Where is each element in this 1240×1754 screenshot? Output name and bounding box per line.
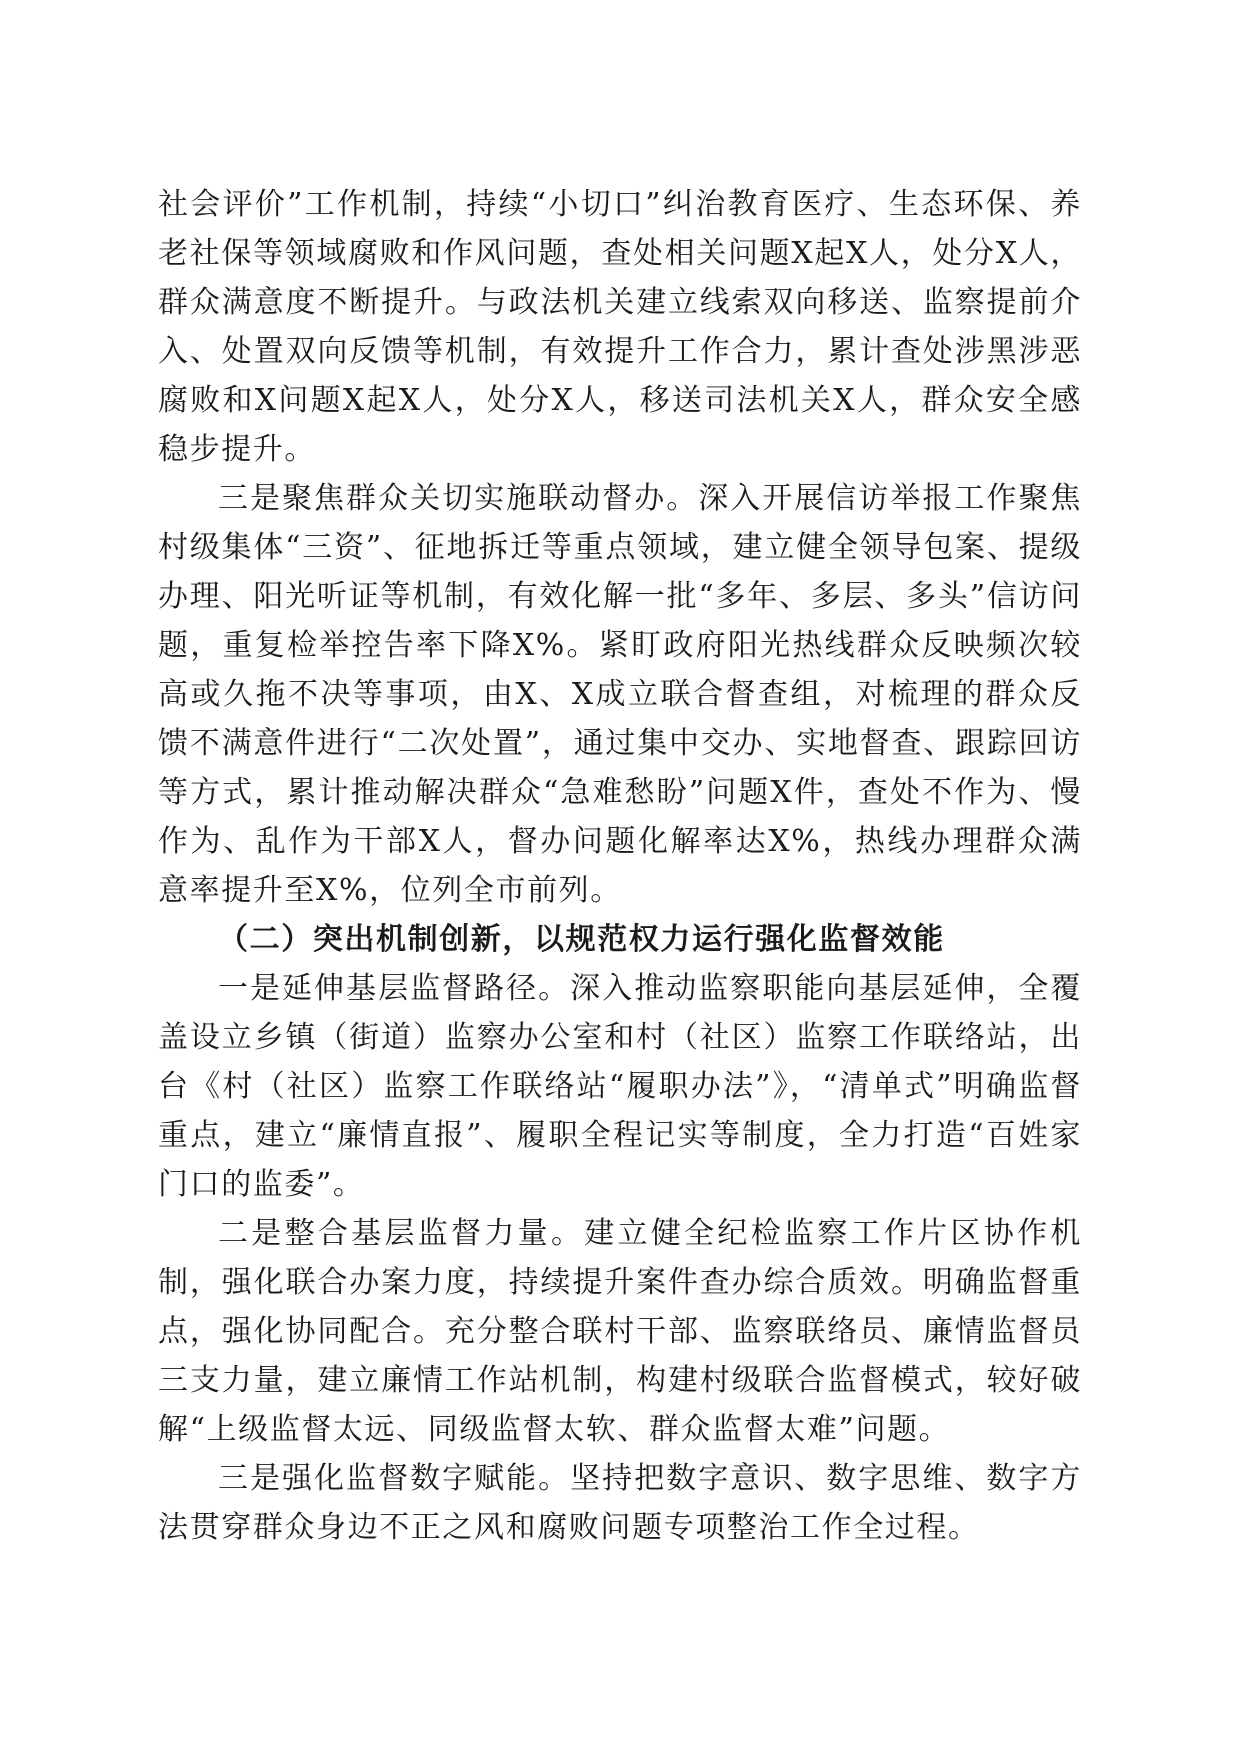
paragraph-social-evaluation: 社会评价”工作机制，持续“小切口”纠治教育医疗、生态环保、养老社保等领域腐败和作风问题，查处相关问题X起X人，处分X人，群众满意度不断提升。与政法机关建立线索双向移送、监察提前介入、处置双向反馈等机制，有效提升工作合力，累计查处涉黑涉恶腐败和X问题X起X人，处分X人，移送司法机关X人，群众安全感稳步提升。 bbox=[158, 187, 1082, 467]
paragraph-integrate-forces: 二是整合基层监督力量。建立健全纪检监察工作片区协作机制，强化联合办案力度，持续提升案件查办综合质效。明确监督重点，强化协同配合。充分整合联村干部、监察联络员、廉情监督员三支力量，建立廉情工作站机制，构建村级联合监督模式，较好破解“上级监督太远、同级监督太软、群众监督太难”问题。 bbox=[158, 1216, 1082, 1447]
paragraph-digital-empowerment: 三是强化监督数字赋能。坚持把数字意识、数字思维、数字方法贯穿群众身边不正之风和腐败问题专项整治工作全过程。 bbox=[158, 1461, 1082, 1545]
document-body bbox=[158, 180, 1082, 1552]
paragraph-extend-supervision: 一是延伸基层监督路径。深入推动监察职能向基层延伸，全覆盖设立乡镇（街道）监察办公室和村（社区）监察工作联络站，出台《村（社区）监察工作联络站“履职办法”》，“清单式”明确监督重点，建立“廉情直报”、履职全程记实等制度，全力打造“百姓家门口的监委”。 bbox=[158, 971, 1082, 1202]
paragraph-joint-supervision: 三是聚焦群众关切实施联动督办。深入开展信访举报工作聚焦村级集体“三资”、征地拆迁等重点领域，建立健全领导包案、提级办理、阳光听证等机制，有效化解一批“多年、多层、多头”信访问题，重复检举控告率下降X%。紧盯政府阳光热线群众反映频次较高或久拖不决等事项，由X、X成立联合督查组，对梳理的群众反馈不满意件进行“二次处置”，通过集中交办、实地督查、跟踪回访等方式，累计推动解决群众“急难愁盼”问题X件，查处不作为、慢作为、乱作为干部X人，督办问题化解率达X%，热线办理群众满意率提升至X%，位列全市前列。 bbox=[158, 481, 1082, 908]
section-heading: （二）突出机制创新，以规范权力运行强化监督效能 bbox=[218, 922, 945, 957]
